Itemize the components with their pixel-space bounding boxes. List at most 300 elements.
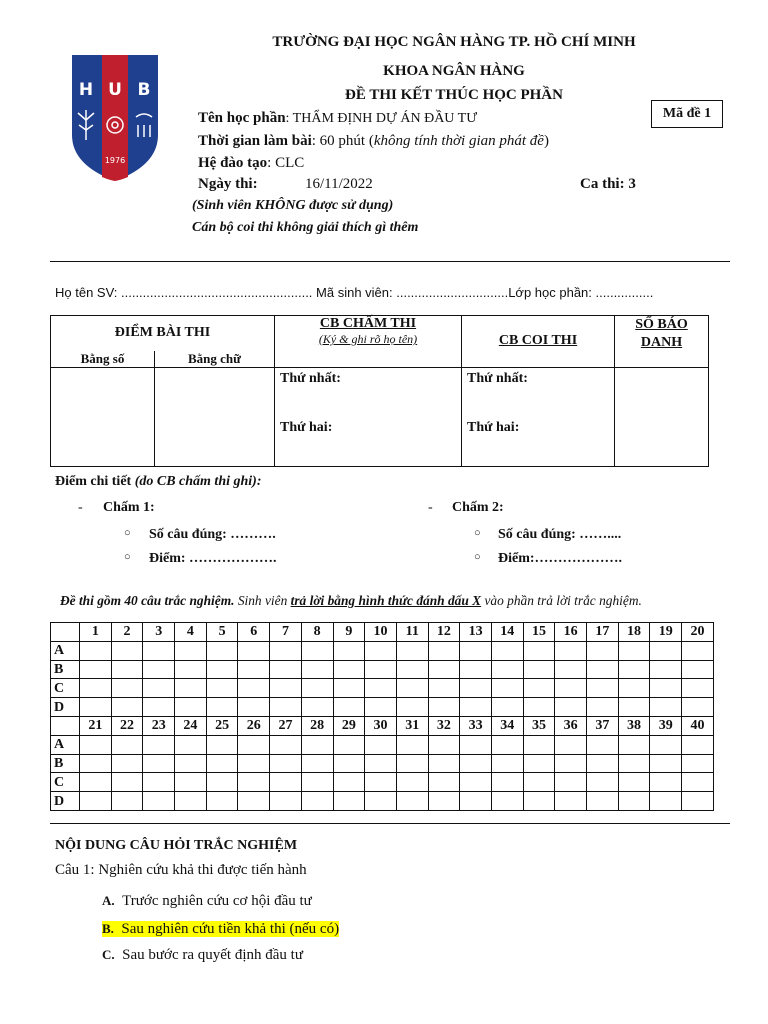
answer-checkbox-cell[interactable]	[333, 735, 365, 754]
answer-checkbox-cell[interactable]	[618, 698, 650, 717]
answer-checkbox-cell[interactable]	[206, 773, 238, 792]
answer-checkbox-cell[interactable]	[460, 792, 492, 811]
grid-number-row	[51, 623, 714, 642]
faculty-name: KHOA NGÂN HÀNG	[383, 63, 525, 79]
answer-checkbox-cell[interactable]	[491, 773, 523, 792]
answer-checkbox-cell[interactable]	[491, 679, 523, 698]
answer-checkbox-cell[interactable]	[206, 698, 238, 717]
answer-checkbox-cell[interactable]	[682, 735, 714, 754]
answer-checkbox-cell[interactable]	[555, 660, 587, 679]
answer-checkbox-cell[interactable]	[143, 754, 175, 773]
answer-checkbox-cell[interactable]	[428, 792, 460, 811]
answer-checkbox-cell[interactable]	[396, 641, 428, 660]
program-label: Hệ đào tạo	[198, 155, 268, 171]
bullet-icon: ○	[124, 527, 131, 539]
score-header-cell	[51, 316, 275, 351]
choice-letter-cell: A	[51, 735, 80, 754]
grader-sign-box[interactable]	[275, 367, 462, 467]
question-number-cell: 19	[650, 623, 682, 642]
question-number-cell: 27	[270, 716, 302, 735]
answer-option-c[interactable]	[102, 947, 303, 964]
by-word: Bằng chữ	[188, 350, 241, 366]
answer-checkbox-cell[interactable]	[175, 641, 207, 660]
answer-checkbox-cell[interactable]	[238, 735, 270, 754]
student-id-box[interactable]	[615, 367, 709, 467]
answer-checkbox-cell[interactable]	[111, 641, 143, 660]
answer-checkbox-cell[interactable]	[238, 792, 270, 811]
answer-checkbox-cell[interactable]	[682, 660, 714, 679]
question-number-cell: 11	[396, 623, 428, 642]
answer-checkbox-cell[interactable]	[270, 641, 302, 660]
divider	[50, 261, 730, 262]
question-number-cell: 39	[650, 716, 682, 735]
answer-checkbox-cell[interactable]	[460, 735, 492, 754]
grader-second: Thứ hai:	[280, 419, 333, 435]
answer-checkbox-cell[interactable]	[206, 735, 238, 754]
answer-checkbox-cell[interactable]	[587, 679, 619, 698]
answer-checkbox-cell[interactable]	[80, 754, 112, 773]
answer-checkbox-cell[interactable]	[111, 698, 143, 717]
answer-checkbox-cell[interactable]	[206, 660, 238, 679]
question-number-cell: 15	[523, 623, 555, 642]
answer-checkbox-cell[interactable]	[175, 773, 207, 792]
answer-checkbox-cell[interactable]	[206, 641, 238, 660]
answer-checkbox-cell[interactable]	[301, 754, 333, 773]
question-number-cell: 22	[111, 716, 143, 735]
answer-checkbox-cell[interactable]	[491, 641, 523, 660]
grader-first: Thứ nhất:	[280, 370, 341, 386]
instruction-count: Đề thi gồm 40 câu trắc nghiệm.	[60, 593, 235, 608]
answer-checkbox-cell[interactable]	[301, 679, 333, 698]
grid-answer-row	[51, 792, 714, 811]
answer-checkbox-cell[interactable]	[460, 660, 492, 679]
course-line	[198, 110, 477, 127]
points-2: Điểm:……………….	[498, 551, 623, 566]
answer-checkbox-cell[interactable]	[238, 679, 270, 698]
answer-checkbox-cell[interactable]	[650, 773, 682, 792]
option-letter: C.	[102, 947, 115, 962]
question-number-cell: 7	[270, 623, 302, 642]
grid-answer-row	[51, 660, 714, 679]
id-header: SỐ BÁO DANH	[635, 317, 688, 350]
answer-checkbox-cell[interactable]	[333, 792, 365, 811]
by-number-cell	[51, 351, 155, 368]
answer-checkbox-cell[interactable]	[491, 792, 523, 811]
answer-checkbox-cell[interactable]	[333, 641, 365, 660]
answer-checkbox-cell[interactable]	[587, 641, 619, 660]
answer-checkbox-cell[interactable]	[618, 679, 650, 698]
answer-checkbox-cell[interactable]	[80, 735, 112, 754]
answer-checkbox-cell[interactable]	[238, 754, 270, 773]
answer-checkbox-cell[interactable]	[555, 679, 587, 698]
grader-header-cell	[275, 316, 462, 368]
answer-checkbox-cell[interactable]	[460, 641, 492, 660]
answer-checkbox-cell[interactable]	[396, 773, 428, 792]
answer-checkbox-cell[interactable]	[80, 679, 112, 698]
answer-checkbox-cell[interactable]	[428, 773, 460, 792]
answer-checkbox-cell[interactable]	[238, 660, 270, 679]
option-text: Trước nghiên cứu cơ hội đầu tư	[122, 893, 312, 909]
logo-letter-u: U	[108, 80, 122, 100]
answer-checkbox-cell[interactable]	[555, 735, 587, 754]
answer-checkbox-cell[interactable]	[396, 792, 428, 811]
question-number-cell: 28	[301, 716, 333, 735]
answer-checkbox-cell[interactable]	[175, 679, 207, 698]
dash-2: -	[428, 500, 433, 515]
instruction	[60, 593, 642, 609]
question-number-cell: 18	[618, 623, 650, 642]
answer-checkbox-cell[interactable]	[270, 679, 302, 698]
answer-checkbox-cell[interactable]	[333, 679, 365, 698]
answer-checkbox-cell[interactable]	[650, 679, 682, 698]
points-1: Điểm: ……………….	[149, 551, 277, 566]
answer-checkbox-cell[interactable]	[270, 773, 302, 792]
score-header: ĐIỂM BÀI THI	[114, 325, 211, 341]
answer-checkbox-cell[interactable]	[682, 773, 714, 792]
logo-letter-b: B	[137, 80, 151, 100]
questions-section-title: NỘI DUNG CÂU HỎI TRẮC NGHIỆM	[55, 838, 298, 853]
answer-checkbox-cell[interactable]	[618, 660, 650, 679]
answer-checkbox-cell[interactable]	[428, 660, 460, 679]
option-text: Sau nghiên cứu tiền khả thi (nếu có)	[121, 921, 340, 937]
proctor-first: Thứ nhất:	[467, 370, 528, 386]
answer-checkbox-cell[interactable]	[523, 773, 555, 792]
answer-grid	[50, 622, 714, 811]
answer-checkbox-cell[interactable]	[428, 641, 460, 660]
detail-line	[55, 474, 262, 490]
dash-1: -	[78, 500, 83, 515]
answer-checkbox-cell[interactable]	[650, 660, 682, 679]
answer-checkbox-cell[interactable]	[238, 641, 270, 660]
question-1: Câu 1: Nghiên cứu khả thi được tiến hành	[55, 862, 307, 878]
time-value: : 60 phút (	[311, 133, 374, 149]
logo-year: 1976	[104, 156, 126, 165]
question-number-cell: 35	[523, 716, 555, 735]
answer-checkbox-cell[interactable]	[111, 679, 143, 698]
answer-checkbox-cell[interactable]	[428, 735, 460, 754]
time-note: không tính thời gian phát đề	[373, 133, 544, 149]
bullet-icon: ○	[474, 527, 481, 539]
grid-answer-row	[51, 754, 714, 773]
answer-checkbox-cell[interactable]	[460, 698, 492, 717]
answer-checkbox-cell[interactable]	[333, 698, 365, 717]
choice-letter-cell: C	[51, 773, 80, 792]
question-number-cell: 36	[555, 716, 587, 735]
question-number-cell: 6	[238, 623, 270, 642]
answer-checkbox-cell[interactable]	[587, 698, 619, 717]
answer-checkbox-cell[interactable]	[650, 792, 682, 811]
answer-checkbox-cell[interactable]	[523, 754, 555, 773]
answer-checkbox-cell[interactable]	[365, 773, 397, 792]
question-number-cell: 23	[143, 716, 175, 735]
answer-checkbox-cell[interactable]	[270, 735, 302, 754]
question-number-cell: 30	[365, 716, 397, 735]
question-number-cell: 21	[80, 716, 112, 735]
question-number-cell: 8	[301, 623, 333, 642]
question-number-cell: 12	[428, 623, 460, 642]
answer-checkbox-cell[interactable]	[143, 660, 175, 679]
answer-checkbox-cell[interactable]	[175, 754, 207, 773]
answer-checkbox-cell[interactable]	[618, 641, 650, 660]
course-value: : THẨM ĐỊNH DỰ ÁN ĐẦU TƯ	[285, 111, 478, 126]
grader-2: Chấm 2:	[452, 500, 504, 515]
grader-1: Chấm 1:	[103, 500, 155, 515]
answer-option-b[interactable]	[102, 921, 339, 938]
answer-checkbox-cell[interactable]	[301, 698, 333, 717]
question-number-cell: 38	[618, 716, 650, 735]
answer-checkbox-cell[interactable]	[682, 698, 714, 717]
answer-checkbox-cell[interactable]	[365, 660, 397, 679]
exam-code-box	[651, 100, 723, 128]
choice-letter-cell: B	[51, 660, 80, 679]
answer-checkbox-cell[interactable]	[143, 792, 175, 811]
answer-checkbox-cell[interactable]	[206, 792, 238, 811]
proctor-sign-box[interactable]	[462, 367, 615, 467]
logo-letter-h: H	[78, 80, 94, 100]
score-table	[50, 315, 709, 467]
answer-checkbox-cell[interactable]	[143, 735, 175, 754]
answer-checkbox-cell[interactable]	[270, 792, 302, 811]
question-number-cell: 29	[333, 716, 365, 735]
answer-checkbox-cell[interactable]	[111, 660, 143, 679]
question-number-cell: 37	[587, 716, 619, 735]
answer-checkbox-cell[interactable]	[555, 773, 587, 792]
answer-checkbox-cell[interactable]	[80, 660, 112, 679]
answer-checkbox-cell[interactable]	[206, 754, 238, 773]
proctor-header-cell	[462, 316, 615, 368]
answer-checkbox-cell[interactable]	[587, 773, 619, 792]
answer-checkbox-cell[interactable]	[143, 773, 175, 792]
grid-corner-cell	[51, 716, 80, 735]
answer-checkbox-cell[interactable]	[80, 641, 112, 660]
answer-checkbox-cell[interactable]	[301, 641, 333, 660]
time-close: )	[543, 133, 549, 149]
instruction-end: vào phần trả lời trắc nghiệm.	[481, 593, 642, 608]
question-number-cell: 13	[460, 623, 492, 642]
answer-checkbox-cell[interactable]	[365, 754, 397, 773]
answer-checkbox-cell[interactable]	[618, 773, 650, 792]
question-number-cell: 1	[80, 623, 112, 642]
grader-header: CB CHẤM THI	[319, 316, 417, 331]
question-number-cell: 5	[206, 623, 238, 642]
answer-checkbox-cell[interactable]	[618, 735, 650, 754]
answer-checkbox-cell[interactable]	[428, 679, 460, 698]
answer-checkbox-cell[interactable]	[365, 679, 397, 698]
answer-checkbox-cell[interactable]	[365, 735, 397, 754]
answer-checkbox-cell[interactable]	[175, 792, 207, 811]
proctor-second: Thứ hai:	[467, 419, 520, 435]
question-number-cell: 31	[396, 716, 428, 735]
note-no-explanation: Cán bộ coi thi không giải thích gì thêm	[192, 220, 419, 235]
answer-checkbox-cell[interactable]	[491, 735, 523, 754]
grader-sub: (Ký & ghi rõ họ tên)	[318, 332, 418, 346]
answer-checkbox-cell[interactable]	[238, 773, 270, 792]
answer-checkbox-cell[interactable]	[460, 679, 492, 698]
time-label: Thời gian làm bài	[198, 133, 312, 149]
answer-checkbox-cell[interactable]	[650, 735, 682, 754]
answer-checkbox-cell[interactable]	[587, 754, 619, 773]
highlighted-answer	[102, 921, 339, 937]
answer-checkbox-cell[interactable]	[143, 679, 175, 698]
time-line	[198, 133, 549, 150]
answer-checkbox-cell[interactable]	[555, 792, 587, 811]
answer-checkbox-cell[interactable]	[365, 698, 397, 717]
answer-checkbox-cell[interactable]	[143, 641, 175, 660]
answer-checkbox-cell[interactable]	[80, 773, 112, 792]
answer-option-a[interactable]	[102, 893, 312, 910]
answer-checkbox-cell[interactable]	[491, 698, 523, 717]
answer-checkbox-cell[interactable]	[111, 792, 143, 811]
program-line	[198, 155, 304, 172]
answer-checkbox-cell[interactable]	[175, 660, 207, 679]
answer-checkbox-cell[interactable]	[428, 754, 460, 773]
answer-checkbox-cell[interactable]	[491, 754, 523, 773]
choice-letter-cell: D	[51, 698, 80, 717]
answer-checkbox-cell[interactable]	[80, 792, 112, 811]
question-number-cell: 33	[460, 716, 492, 735]
answer-checkbox-cell[interactable]	[650, 641, 682, 660]
answer-checkbox-cell[interactable]	[682, 754, 714, 773]
date-value: 16/11/2022	[305, 176, 373, 192]
note-no-materials: (Sinh viên KHÔNG được sử dụng)	[192, 198, 394, 213]
answer-checkbox-cell[interactable]	[523, 641, 555, 660]
question-number-cell: 9	[333, 623, 365, 642]
answer-checkbox-cell[interactable]	[365, 641, 397, 660]
grid-number-row	[51, 716, 714, 735]
instruction-text: Sinh viên	[234, 593, 291, 608]
answer-checkbox-cell[interactable]	[460, 773, 492, 792]
answer-checkbox-cell[interactable]	[587, 792, 619, 811]
question-number-cell: 2	[111, 623, 143, 642]
grid-answer-row	[51, 641, 714, 660]
score-word-box[interactable]	[155, 367, 275, 467]
answer-checkbox-cell[interactable]	[333, 660, 365, 679]
answer-checkbox-cell[interactable]	[682, 679, 714, 698]
answer-checkbox-cell[interactable]	[301, 792, 333, 811]
answer-checkbox-cell[interactable]	[333, 773, 365, 792]
question-number-cell: 3	[143, 623, 175, 642]
answer-checkbox-cell[interactable]	[143, 698, 175, 717]
question-number-cell: 17	[587, 623, 619, 642]
course-label: Tên học phần	[198, 110, 286, 126]
answer-checkbox-cell[interactable]	[428, 698, 460, 717]
question-number-cell: 32	[428, 716, 460, 735]
answer-checkbox-cell[interactable]	[80, 698, 112, 717]
choice-letter-cell: A	[51, 641, 80, 660]
by-word-cell	[155, 351, 275, 368]
answer-checkbox-cell[interactable]	[682, 641, 714, 660]
question-number-cell: 24	[175, 716, 207, 735]
exam-code: Mã đề 1	[662, 106, 712, 121]
answer-checkbox-cell[interactable]	[491, 660, 523, 679]
answer-checkbox-cell[interactable]	[238, 698, 270, 717]
answer-checkbox-cell[interactable]	[301, 660, 333, 679]
shift: Ca thi: 3	[580, 176, 636, 192]
answer-checkbox-cell[interactable]	[365, 792, 397, 811]
answer-checkbox-cell[interactable]	[111, 773, 143, 792]
answer-checkbox-cell[interactable]	[555, 641, 587, 660]
answer-checkbox-cell[interactable]	[396, 735, 428, 754]
question-number-cell: 25	[206, 716, 238, 735]
answer-checkbox-cell[interactable]	[618, 754, 650, 773]
exam-title: ĐỀ THI KẾT THÚC HỌC PHẦN	[345, 87, 563, 103]
answer-checkbox-cell[interactable]	[523, 735, 555, 754]
university-name: TRƯỜNG ĐẠI HỌC NGÂN HÀNG TP. HỒ CHÍ MINH	[272, 34, 636, 50]
detail-label: Điểm chi tiết	[55, 474, 132, 489]
answer-checkbox-cell[interactable]	[175, 698, 207, 717]
answer-checkbox-cell[interactable]	[650, 754, 682, 773]
question-number-cell: 20	[682, 623, 714, 642]
question-number-cell: 26	[238, 716, 270, 735]
choice-letter-cell: D	[51, 792, 80, 811]
choice-letter-cell: B	[51, 754, 80, 773]
answer-checkbox-cell[interactable]	[175, 735, 207, 754]
answer-checkbox-cell[interactable]	[396, 679, 428, 698]
answer-checkbox-cell[interactable]	[111, 754, 143, 773]
answer-checkbox-cell[interactable]	[301, 735, 333, 754]
answer-checkbox-cell[interactable]	[523, 679, 555, 698]
answer-checkbox-cell[interactable]	[587, 735, 619, 754]
answer-checkbox-cell[interactable]	[301, 773, 333, 792]
option-letter: A.	[102, 893, 115, 908]
answer-checkbox-cell[interactable]	[523, 698, 555, 717]
grid-answer-row	[51, 698, 714, 717]
answer-checkbox-cell[interactable]	[206, 679, 238, 698]
grid-answer-row	[51, 679, 714, 698]
by-number: Bằng số	[80, 350, 125, 366]
question-number-cell: 14	[491, 623, 523, 642]
bullet-icon: ○	[124, 551, 131, 563]
correct-count-2: Số câu đúng: ……....	[498, 527, 622, 542]
id-header-cell	[615, 316, 709, 368]
score-number-box[interactable]	[51, 367, 155, 467]
answer-checkbox-cell[interactable]	[270, 698, 302, 717]
answer-checkbox-cell[interactable]	[555, 698, 587, 717]
option-text: Sau bước ra quyết định đầu tư	[122, 947, 303, 963]
answer-checkbox-cell[interactable]	[587, 660, 619, 679]
option-letter: B.	[102, 921, 114, 936]
question-number-cell: 4	[175, 623, 207, 642]
question-number-cell: 40	[682, 716, 714, 735]
answer-checkbox-cell[interactable]	[650, 698, 682, 717]
answer-checkbox-cell[interactable]	[460, 754, 492, 773]
answer-checkbox-cell[interactable]	[523, 660, 555, 679]
answer-checkbox-cell[interactable]	[396, 660, 428, 679]
instruction-method: trả lời bằng hình thức đánh dấu X	[290, 593, 482, 608]
answer-checkbox-cell[interactable]	[396, 754, 428, 773]
question-number-cell: 16	[555, 623, 587, 642]
question-number-cell: 10	[365, 623, 397, 642]
answer-checkbox-cell[interactable]	[270, 754, 302, 773]
answer-checkbox-cell[interactable]	[111, 735, 143, 754]
divider	[50, 823, 730, 824]
grid-answer-row	[51, 773, 714, 792]
choice-letter-cell: C	[51, 679, 80, 698]
answer-checkbox-cell[interactable]	[682, 792, 714, 811]
answer-checkbox-cell[interactable]	[555, 754, 587, 773]
answer-checkbox-cell[interactable]	[523, 792, 555, 811]
answer-checkbox-cell[interactable]	[270, 660, 302, 679]
grid-corner-cell	[51, 623, 80, 642]
answer-checkbox-cell[interactable]	[396, 698, 428, 717]
student-info-line: Họ tên SV: ..................................................... Mã sinh viên: ...............................Lớp học phần: ................	[55, 285, 654, 300]
answer-checkbox-cell[interactable]	[333, 754, 365, 773]
question-number-cell: 34	[491, 716, 523, 735]
correct-count-1: Số câu đúng: ……….	[149, 527, 276, 542]
grid-answer-row	[51, 735, 714, 754]
bullet-icon: ○	[474, 551, 481, 563]
answer-checkbox-cell[interactable]	[618, 792, 650, 811]
